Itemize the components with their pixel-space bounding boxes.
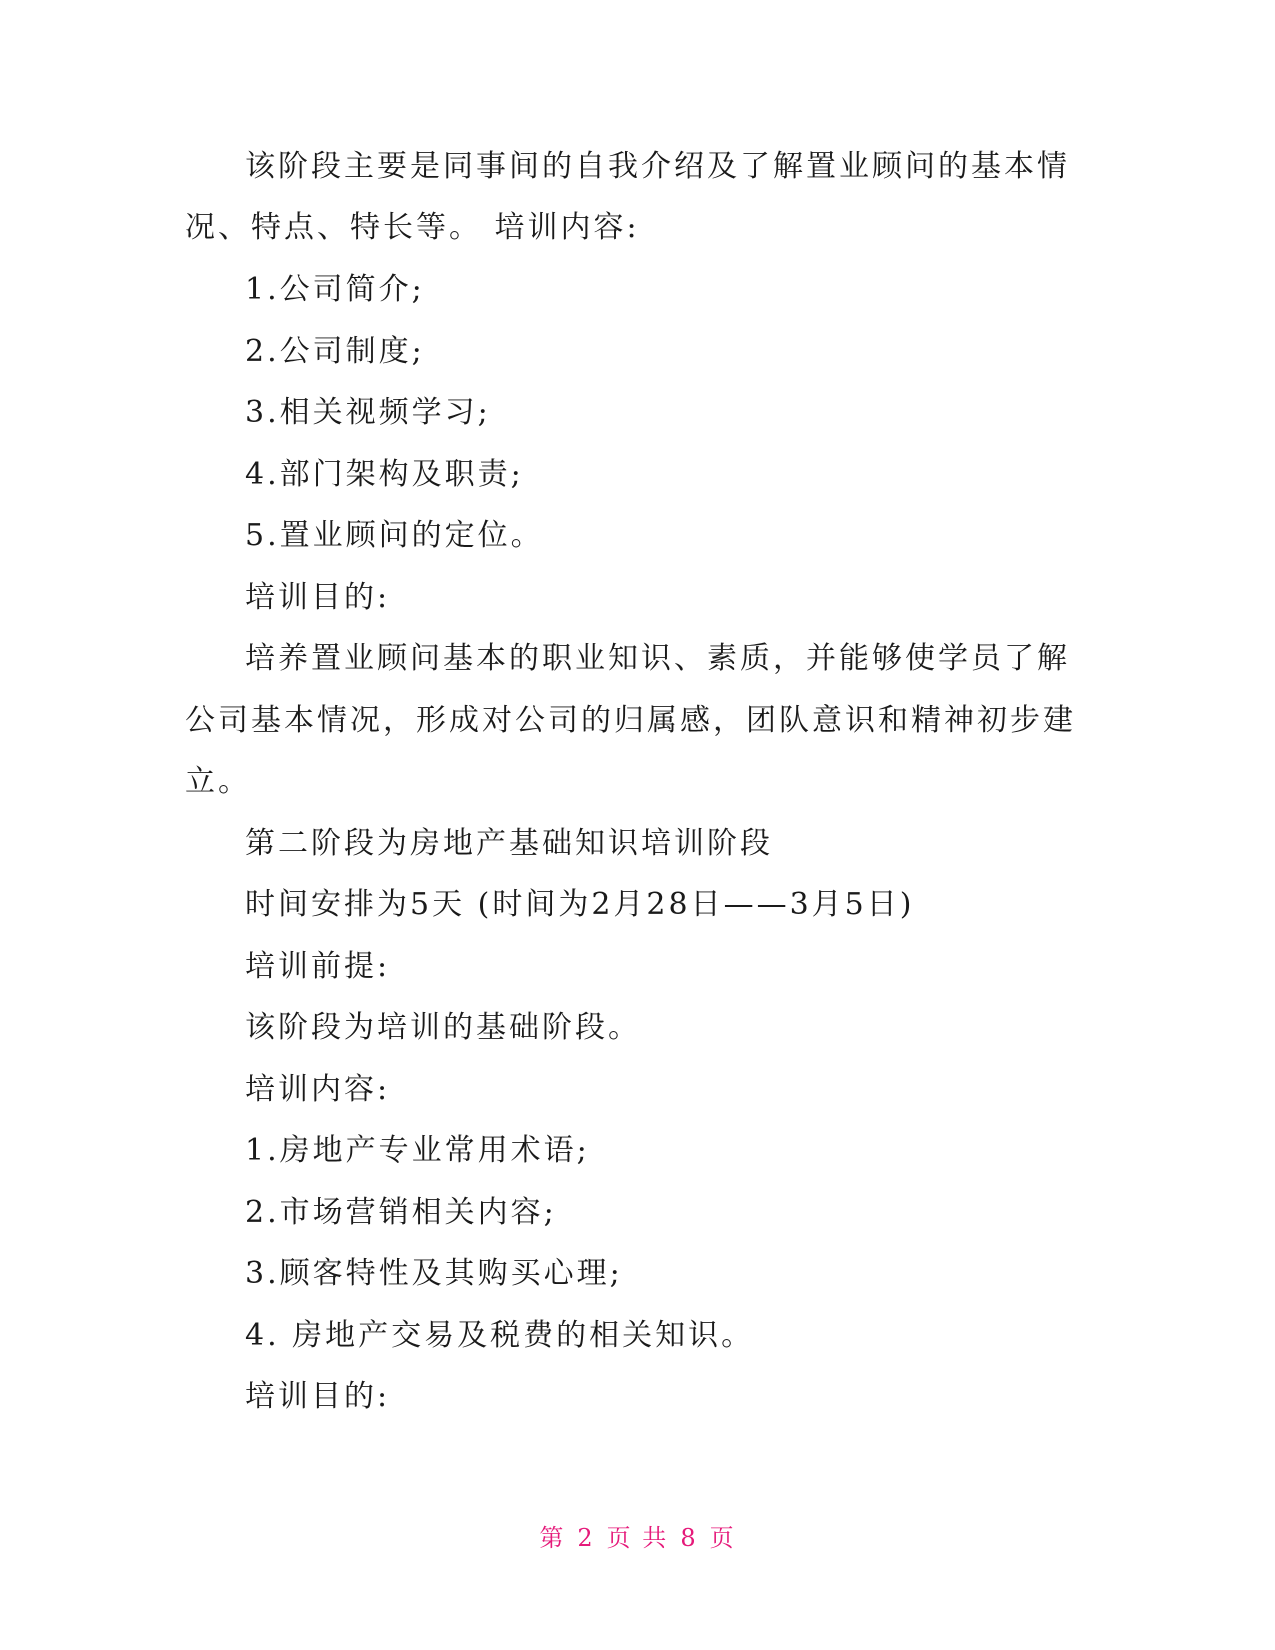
section-heading: 培训前提: — [245, 949, 391, 984]
section-heading: 第二阶段为房地产基础知识培训阶段 — [245, 826, 773, 861]
paragraph-line: 况、特点、特长等。 培训内容: — [185, 210, 640, 245]
list-item: 2.公司制度; — [245, 334, 425, 369]
paragraph-line: 时间安排为5天 (时间为2月28日——3月5日) — [245, 887, 915, 922]
paragraph-line: 该阶段为培训的基础阶段。 — [245, 1010, 641, 1045]
list-item: 4. 房地产交易及税费的相关知识。 — [245, 1318, 755, 1353]
section-heading: 培训内容: — [245, 1072, 391, 1107]
list-item: 4.部门架构及职责; — [245, 457, 524, 492]
page-footer — [0, 1522, 1275, 1554]
footer-suffix: 页 — [709, 1524, 736, 1552]
paragraph-line: 该阶段主要是同事间的自我介绍及了解置业顾问的基本情 — [245, 149, 1070, 184]
total-pages-number: 8 — [680, 1524, 698, 1552]
list-item: 1.公司简介; — [245, 272, 425, 307]
list-item: 3.顾客特性及其购买心理; — [245, 1256, 623, 1291]
section-heading: 培训目的: — [245, 1379, 391, 1414]
paragraph-line: 培养置业顾问基本的职业知识、素质，并能够使学员了解 — [245, 641, 1070, 676]
paragraph-line: 公司基本情况，形成对公司的归属感，团队意识和精神初步建 — [185, 703, 1076, 738]
section-heading: 培训目的: — [245, 580, 391, 615]
current-page-number: 2 — [577, 1524, 595, 1552]
paragraph-line: 立。 — [185, 764, 251, 799]
footer-middle: 页 共 — [606, 1524, 669, 1552]
list-item: 3.相关视频学习; — [245, 395, 491, 430]
list-item: 5.置业顾问的定位。 — [245, 518, 544, 553]
footer-prefix: 第 — [539, 1524, 566, 1552]
list-item: 2.市场营销相关内容; — [245, 1195, 557, 1230]
list-item: 1.房地产专业常用术语; — [245, 1133, 590, 1168]
